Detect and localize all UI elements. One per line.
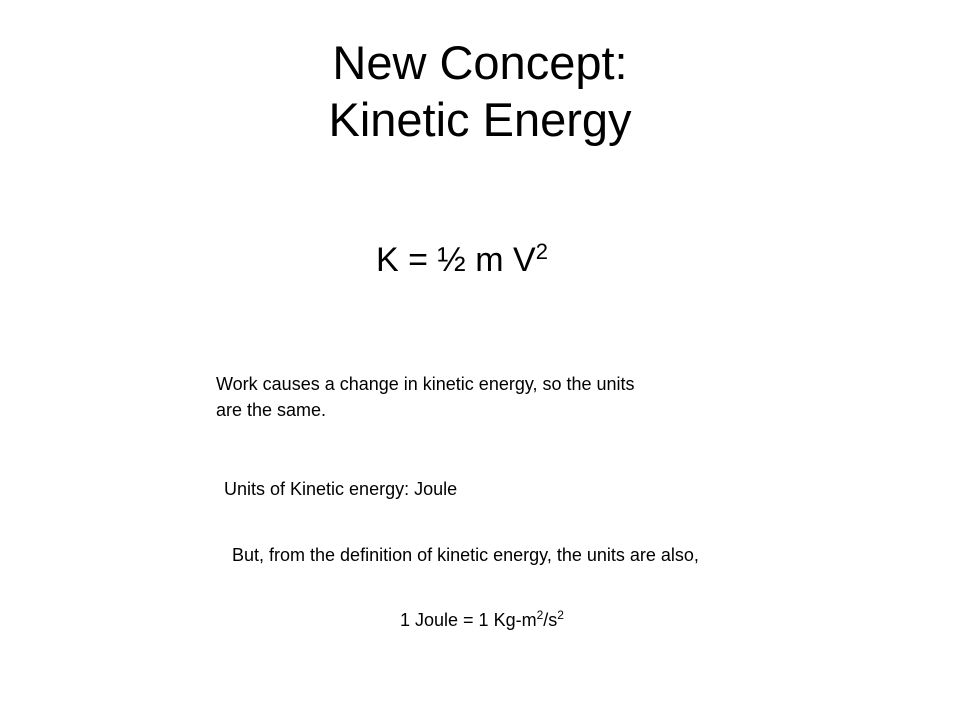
title-line-2: Kinetic Energy: [328, 93, 632, 146]
slide-title: [0, 34, 960, 148]
work-statement-line-1: Work causes a change in kinetic energy, so the units: [216, 374, 635, 394]
joule-exponent-1: 2: [536, 608, 544, 622]
joule-exponent-2: 2: [557, 608, 564, 622]
kinetic-energy-formula: [376, 240, 548, 280]
joule-equation: [400, 607, 564, 633]
formula-exponent: 2: [535, 239, 548, 264]
joule-part-2: /s: [543, 610, 558, 630]
formula-text: K = ½ m V: [376, 241, 536, 279]
units-statement: Units of Kinetic energy: Joule: [224, 479, 458, 499]
work-statement-line-2: are the same.: [216, 400, 327, 420]
definition-statement: But, from the definition of kinetic energy, the units are also,: [232, 545, 699, 565]
work-statement: [216, 371, 635, 423]
title-line-1: New Concept:: [332, 36, 628, 89]
joule-part-1: 1 Joule = 1 Kg-m: [400, 610, 537, 630]
